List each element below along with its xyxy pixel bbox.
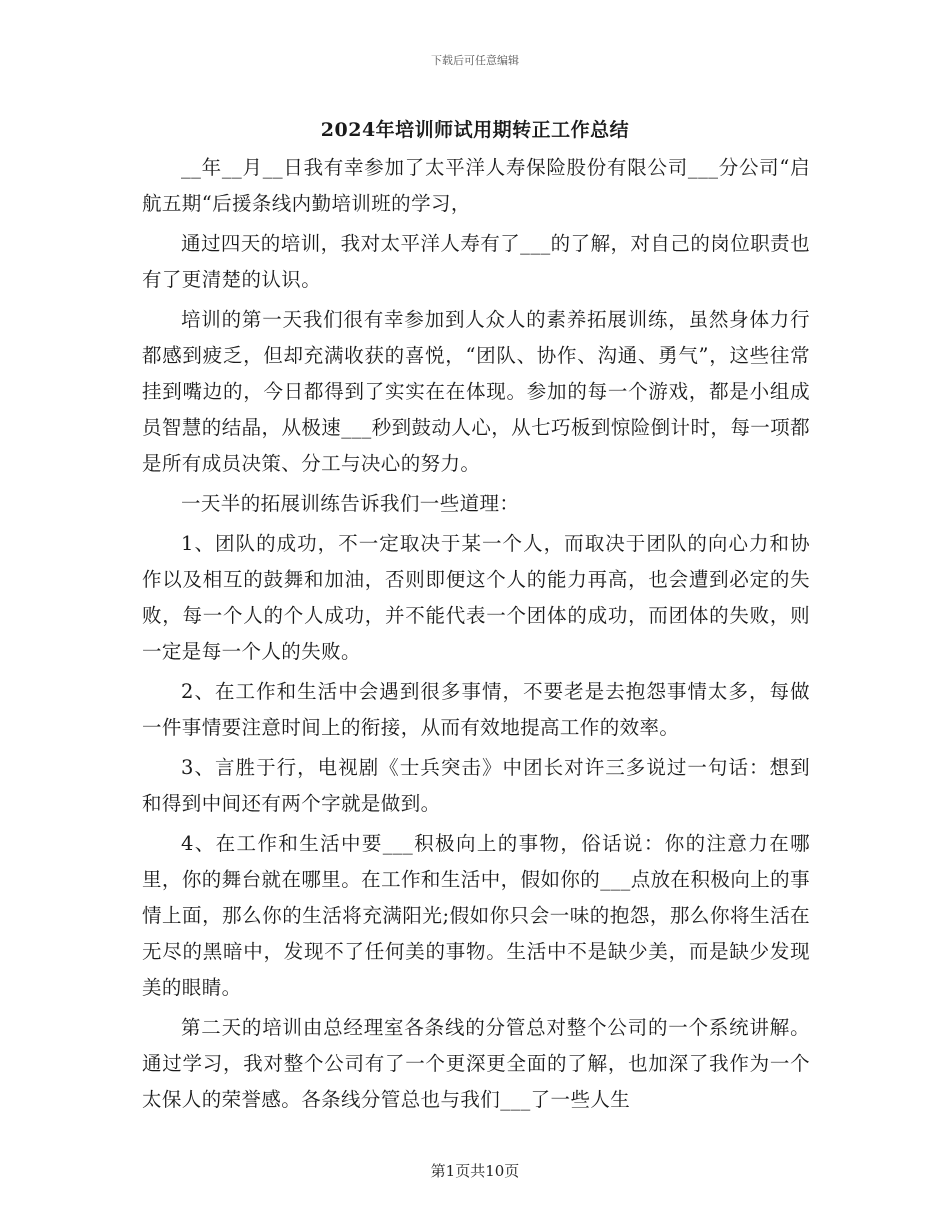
paragraph-day-two: 第二天的培训由总经理室各条线的分管总对整个公司的一个系统讲解。通过学习，我对整个公司有了一个更深更全面的了解，也加深了我作为一个太保人的荣誉感。各条线分管总也与我们___了一些人生 [142, 1016, 810, 1111]
document-title: 2024年培训师试用期转正工作总结 [320, 119, 630, 141]
paragraph-lesson-1: 1、团队的成功，不一定取决于某一个人，而取决于团队的向心力和协作以及相互的鼓舞和加油，否则即便这个人的能力再高，也会遭到必定的失败，每一个人的个人成功，并不能代表一个团体的成功，而团体的失败，则一定是每一个人的失败。 [142, 532, 810, 663]
document-body [142, 150, 810, 1118]
paragraph-lesson-2: 2、在工作和生活中会遇到很多事情，不要老是去抱怨事情太多，每做一件事情要注意时间上的衔接，从而有效地提高工作的效率。 [142, 680, 810, 739]
paragraph-training-overview: 通过四天的培训，我对太平洋人寿有了___的了解，对自己的岗位职责也有了更清楚的认识。 [142, 232, 810, 291]
paragraph-lesson-4: 4、在工作和生活中要___积极向上的事物，俗话说：你的注意力在哪里，你的舞台就在哪里。在工作和生活中，假如你的___点放在积极向上的事情上面，那么你的生活将充满阳光;假如你只会一味的抱怨，那么你将生活在无尽的黑暗中，发现不了任何美的事物。生活中不是缺少美，而是缺少发现美的眼睛。 [142, 832, 810, 999]
paragraph-lesson-3: 3、言胜于行，电视剧《士兵突击》中团长对许三多说过一句话：想到和得到中间还有两个字就是做到。 [142, 756, 810, 815]
page-footer-number: 第1页共10页 [430, 1162, 520, 1180]
paragraph-lessons-intro: 一天半的拓展训练告诉我们一些道理： [181, 492, 520, 515]
page-header-note: 下载后可任意编辑 [431, 54, 519, 67]
paragraph-day-one: 培训的第一天我们很有幸参加到人众人的素养拓展训练，虽然身体力行都感到疲乏，但却充满收获的喜悦，“团队、协作、沟通、勇气”，这些往常挂到嘴边的，今日都得到了实实在在体现。参加的每一个游戏，都是小组成员智慧的结晶，从极速___秒到鼓动人心，从七巧板到惊险倒计时，每一项都是所有成员决策、分工与决心的努力。 [142, 308, 810, 475]
paragraph-intro: __年__月__日我有幸参加了太平洋人寿保险股份有限公司___分公司“启航五期“后援条线内勤培训班的学习， [142, 156, 810, 215]
